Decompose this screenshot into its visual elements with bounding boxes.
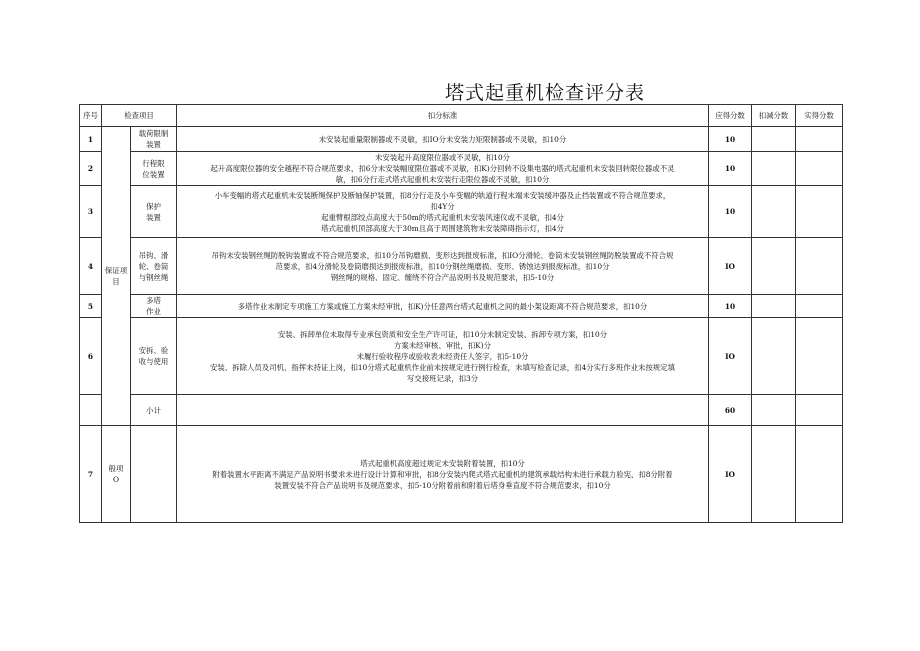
page-title: 塔式起重机检查评分表 [444,82,645,104]
deduction-standard [177,186,709,238]
deduction-standard [177,318,709,395]
standard-line: 方案未经审核、审批，扣K)分 [393,340,492,350]
group-guarantee-label: 保证项目 [102,127,131,426]
deduction-standard [177,152,709,186]
deduct-score-cell [752,318,796,395]
table-row [80,426,843,523]
due-score: 10 [709,295,752,318]
table-body [80,127,843,523]
score-table [79,104,843,523]
due-score: 10 [709,152,752,186]
standard-line: 敏，扣6分行走式塔式起重机未安装行走限位器或不灵敏，扣10分 [335,175,550,184]
standard-line: 起重臂根部绞点高度大于50m的塔式起重机未安装风速仪或不灵敏，扣4分 [321,212,564,222]
header-standard: 扣分标准 [177,105,709,127]
check-item-name: 多塔 作业 [131,295,177,318]
header-due: 应得分数 [709,105,752,127]
deduct-score-cell [752,426,796,523]
row-number: 3 [80,186,102,238]
check-item-name: 保护 装置 [131,186,177,238]
standard-line: 塔式起重机高度超过规定未安装附着装置，扣10分 [360,458,525,468]
standard-line: 写交接班记录，扣3分 [406,373,479,383]
row-number: 1 [80,127,102,152]
header-actual: 实得分数 [796,105,843,127]
deduction-standard [177,295,709,318]
header-no: 序号 [80,105,102,127]
due-score: 10 [709,127,752,152]
row-number: 4 [80,238,102,295]
actual-score-cell [796,395,843,426]
standard-line: 起升高度限位器的安全越程不符合规范要求，扣6分未安装幅度限位器或不灵敏，扣K)分回转不设集电器的塔式起重机未安装回转限位器或不灵 [210,164,675,173]
actual-score-cell [796,127,843,152]
table-row [80,395,843,426]
check-item-name: 安拆、验 收与使用 [131,318,177,395]
standard-line: 范要求，扣4分滑轮及卷筒磨损达到报废标准，扣10分钢丝绳磨损、变形、锈蚀达到报废标准，扣10分 [275,261,610,271]
deduct-score-cell [752,127,796,152]
due-score: 60 [709,395,752,426]
actual-score-cell [796,426,843,523]
standard-line: 安装、拆卸单位未取得专业承包资质和安全生产许可证，扣10分未制定安装、拆卸专项方案，扣10分 [277,329,608,339]
deduct-score-cell [752,238,796,295]
deduct-score-cell [752,295,796,318]
table-row [80,318,843,395]
standard-line: 小车变幅的塔式起重机未安装断绳保护及断轴保护装置，扣8分行走及小车变幅的轨道行程末端未安装缓冲器及止挡装置或不符合规范要求， [214,190,671,200]
deduction-standard [177,395,709,426]
actual-score-cell [796,318,843,395]
check-item-name: 行程限 位装置 [131,152,177,186]
table-row [80,238,843,295]
deduct-score-cell [752,152,796,186]
standard-line: 扣4Y分 [430,201,455,211]
check-item-name: 载荷限制 装置 [131,127,177,152]
due-score: IO [709,426,752,523]
standard-line: 安装、拆除人员及司机、指挥未持证上岗，扣10分塔式起重机作业前未按规定进行例行检查，未填写检查记录，扣4分实行多班作业未按规定填 [210,362,675,372]
check-item-name [131,426,177,523]
header-row [80,105,843,127]
due-score: 10 [709,186,752,238]
deduction-standard [177,238,709,295]
standard-line: 未安装起升高度限位器或不灵敏，扣10分 [374,153,511,162]
due-score: IO [709,318,752,395]
header-deduct: 扣减分数 [752,105,796,127]
deduct-score-cell [752,186,796,238]
row-number: 6 [80,318,102,395]
deduction-standard [177,426,709,523]
standard-line: 未履行验收程序或验收表未经责任人签字，扣5-10分 [356,351,529,361]
actual-score-cell [796,238,843,295]
standard-line: 塔式起重机顶部高度大于30m且高于周围建筑物未安装障碍指示灯，扣4分 [321,223,564,233]
table-row [80,152,843,186]
header-item: 检查项目 [102,105,177,127]
standard-line: 附着装置水平距离不满足产品说明书要求未进行设计计算和审批，扣8分安装内爬式塔式起重机的建筑承载结构未进行承载力验宪，扣8分附着 [212,469,673,479]
row-number: 7 [80,426,102,523]
check-item-name: 吊钩、滑 轮、卷筒 与钢丝绳 [131,238,177,295]
deduct-score-cell [752,395,796,426]
standard-line: 钢丝绳的规格、固定、缠绕不符合产品说明书及规范要求，扣5-10分 [330,272,555,282]
row-number: 2 [80,152,102,186]
standard-line: 吊钩未安装钢丝绳防脱钩装置或不符合规范要求，扣10分吊钩磨损、变形达到报废标准，扣IO分滑轮、卷筒未安装钢丝绳防脱装置或不符合规 [211,250,674,260]
group-general-label: 般项 O [102,426,131,523]
row-number: 5 [80,295,102,318]
table-row [80,127,843,152]
actual-score-cell [796,186,843,238]
actual-score-cell [796,295,843,318]
standard-line: 未安装起重量限制器或不灵敏，扣IO分未安装力矩限制器或不灵敏，扣10分 [318,134,567,144]
standard-line: 多塔作业未制定专项施工方案或施工方案未经审批，扣K)分任意两台塔式起重机之间的最小架设距离不符合规范要求，扣10分 [237,301,648,311]
table-row [80,186,843,238]
row-number [80,395,102,426]
actual-score-cell [796,152,843,186]
check-item-name: 小计 [131,395,177,426]
due-score: IO [709,238,752,295]
deduction-standard [177,127,709,152]
table-row [80,295,843,318]
standard-line: 装置安装不符合产品说明书及规范要求，扣5-10分附着前和附着后塔身垂直度不符合规范要求，扣10分 [274,480,611,490]
